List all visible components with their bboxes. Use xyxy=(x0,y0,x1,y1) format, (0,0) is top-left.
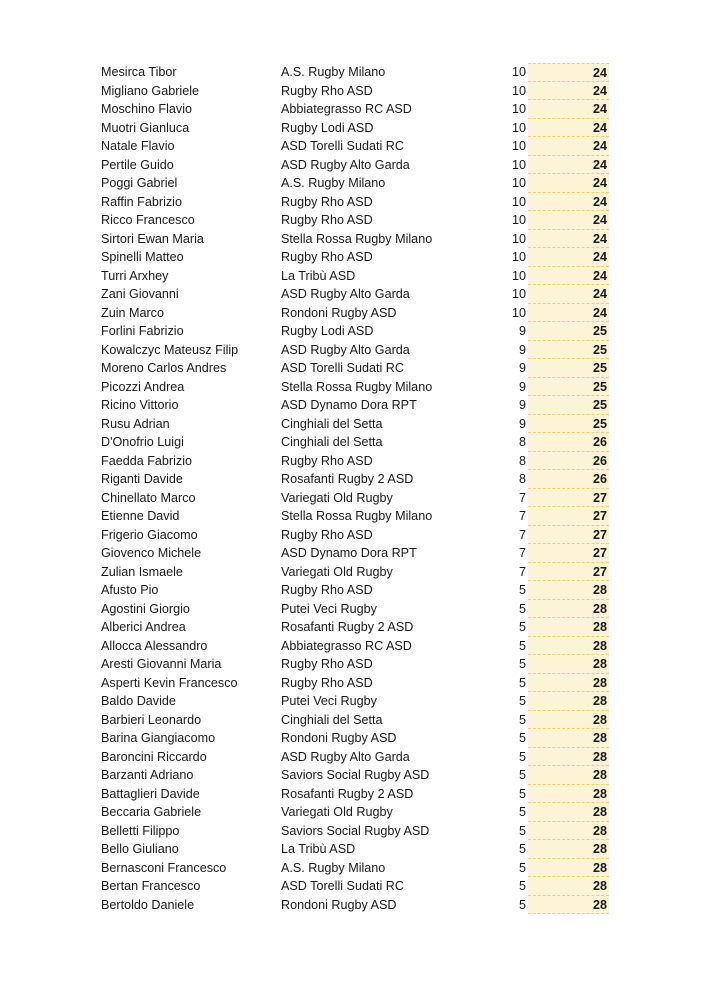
rank-cell: 24 xyxy=(528,82,609,101)
player-name-cell: Bertan Francesco xyxy=(101,879,201,893)
rank-cell: 28 xyxy=(528,674,609,693)
points-cell: 7 xyxy=(518,509,526,523)
team-name-cell: ASD Rugby Alto Garda xyxy=(281,157,410,172)
table-row xyxy=(0,378,706,397)
team-name-cell: Rugby Lodi ASD xyxy=(281,324,374,338)
team-name-cell: Abbiategrasso RC ASD xyxy=(281,638,412,653)
player-name-cell: Rusu Adrian xyxy=(101,416,170,431)
rank-cell: 24 xyxy=(528,137,609,156)
points-cell: 10 xyxy=(511,231,526,246)
rank-cell: 27 xyxy=(528,507,609,526)
player-name-cell: Moreno Carlos Andres xyxy=(101,361,227,375)
table-row xyxy=(0,877,706,896)
player-name-cell: Barbieri Leonardo xyxy=(101,712,202,727)
table-row xyxy=(0,267,706,286)
team-name-cell: Putei Veci Rugby xyxy=(281,694,377,708)
player-name-cell: Bertoldo Daniele xyxy=(101,897,195,912)
player-name-cell: Forlini Fabrizio xyxy=(101,324,184,338)
points-cell: 5 xyxy=(518,583,526,597)
player-name-cell: Ricco Francesco xyxy=(101,213,195,227)
rank-cell: 24 xyxy=(528,285,609,304)
player-name-cell: Poggi Gabriel xyxy=(101,176,178,190)
points-cell: 5 xyxy=(518,657,526,671)
team-name-cell: Rosafanti Rugby 2 ASD xyxy=(281,620,414,634)
rank-cell: 28 xyxy=(528,896,609,915)
points-cell: 10 xyxy=(511,194,526,209)
table-row xyxy=(0,637,706,656)
player-name-cell: Bernasconi Francesco xyxy=(101,860,227,875)
rank-cell: 24 xyxy=(528,230,609,249)
table-row xyxy=(0,137,706,156)
table-row xyxy=(0,489,706,508)
rank-cell: 25 xyxy=(528,415,609,434)
table-row xyxy=(0,82,706,101)
rank-cell: 28 xyxy=(528,840,609,859)
points-cell: 5 xyxy=(518,731,526,745)
team-name-cell: A.S. Rugby Milano xyxy=(281,176,386,190)
rank-cell: 24 xyxy=(528,119,609,138)
player-name-cell: Chinellato Marco xyxy=(101,490,196,505)
points-cell: 5 xyxy=(518,768,526,782)
player-name-cell: Battaglieri Davide xyxy=(101,786,200,801)
team-name-cell: Stella Rossa Rugby Milano xyxy=(281,231,433,246)
points-cell: 5 xyxy=(518,601,526,616)
rank-cell: 24 xyxy=(528,248,609,267)
table-row xyxy=(0,729,706,748)
team-name-cell: Variegati Old Rugby xyxy=(281,805,393,819)
rank-cell: 26 xyxy=(528,452,609,471)
points-cell: 7 xyxy=(518,527,526,542)
rank-cell: 28 xyxy=(528,877,609,896)
player-name-cell: Mesirca Tibor xyxy=(101,65,177,79)
table-row xyxy=(0,100,706,119)
team-name-cell: Putei Veci Rugby xyxy=(281,601,377,616)
points-cell: 10 xyxy=(511,213,526,227)
points-cell: 10 xyxy=(511,287,526,301)
points-cell: 5 xyxy=(518,860,526,875)
rank-cell: 25 xyxy=(528,378,609,397)
player-name-cell: Giovenco Michele xyxy=(101,546,202,560)
team-name-cell: ASD Torelli Sudati RC xyxy=(281,139,404,153)
table-row xyxy=(0,526,706,545)
table-row xyxy=(0,415,706,434)
table-row xyxy=(0,63,706,82)
team-name-cell: Rugby Rho ASD xyxy=(281,453,373,468)
points-cell: 9 xyxy=(518,416,526,431)
team-name-cell: Cinghiali del Setta xyxy=(281,435,383,449)
points-cell: 9 xyxy=(518,342,526,357)
team-name-cell: Rondoni Rugby ASD xyxy=(281,897,397,912)
points-cell: 7 xyxy=(518,564,526,579)
team-name-cell: Stella Rossa Rugby Milano xyxy=(281,379,433,394)
player-name-cell: Asperti Kevin Francesco xyxy=(101,675,238,690)
player-name-cell: Pertile Guido xyxy=(101,157,174,172)
rank-cell: 28 xyxy=(528,600,609,619)
points-cell: 10 xyxy=(511,305,526,320)
team-name-cell: Saviors Social Rugby ASD xyxy=(281,768,430,782)
team-name-cell: ASD Rugby Alto Garda xyxy=(281,749,410,764)
table-row xyxy=(0,193,706,212)
player-name-cell: Barzanti Adriano xyxy=(101,768,194,782)
rank-cell: 28 xyxy=(528,711,609,730)
points-cell: 5 xyxy=(518,712,526,727)
rank-cell: 26 xyxy=(528,470,609,489)
team-name-cell: Rugby Rho ASD xyxy=(281,583,373,597)
team-name-cell: Rosafanti Rugby 2 ASD xyxy=(281,472,414,486)
points-cell: 5 xyxy=(518,675,526,690)
table-row xyxy=(0,674,706,693)
player-name-cell: Natale Flavio xyxy=(101,139,175,153)
player-name-cell: Allocca Alessandro xyxy=(101,638,208,653)
rank-cell: 25 xyxy=(528,359,609,378)
rank-cell: 24 xyxy=(528,174,609,193)
player-name-cell: Agostini Giorgio xyxy=(101,601,190,616)
points-cell: 5 xyxy=(518,620,526,634)
table-row xyxy=(0,470,706,489)
player-name-cell: Frigerio Giacomo xyxy=(101,527,198,542)
team-name-cell: Stella Rossa Rugby Milano xyxy=(281,509,433,523)
rank-cell: 27 xyxy=(528,489,609,508)
points-cell: 10 xyxy=(511,139,526,153)
rank-cell: 28 xyxy=(528,637,609,656)
rank-cell: 28 xyxy=(528,785,609,804)
team-name-cell: Rondoni Rugby ASD xyxy=(281,731,397,745)
table-row xyxy=(0,544,706,563)
team-name-cell: La Tribù ASD xyxy=(281,842,356,856)
player-name-cell: Afusto Pio xyxy=(101,583,159,597)
player-name-cell: Raffin Fabrizio xyxy=(101,194,182,209)
team-name-cell: Rugby Rho ASD xyxy=(281,675,373,690)
team-name-cell: La Tribù ASD xyxy=(281,268,356,283)
rank-cell: 24 xyxy=(528,211,609,230)
rank-cell: 24 xyxy=(528,267,609,286)
player-name-cell: Baldo Davide xyxy=(101,694,176,708)
table-row xyxy=(0,840,706,859)
points-cell: 10 xyxy=(511,102,526,116)
team-name-cell: Rugby Rho ASD xyxy=(281,213,373,227)
points-cell: 5 xyxy=(518,638,526,653)
team-name-cell: Rugby Rho ASD xyxy=(281,657,373,671)
team-name-cell: Rugby Rho ASD xyxy=(281,250,373,264)
team-name-cell: A.S. Rugby Milano xyxy=(281,65,386,79)
player-name-cell: Riganti Davide xyxy=(101,472,183,486)
table-row xyxy=(0,248,706,267)
rank-cell: 25 xyxy=(528,341,609,360)
player-name-cell: Sirtori Ewan Maria xyxy=(101,231,204,246)
team-name-cell: ASD Torelli Sudati RC xyxy=(281,361,404,375)
team-name-cell: Abbiategrasso RC ASD xyxy=(281,102,412,116)
table-row xyxy=(0,304,706,323)
table-row xyxy=(0,507,706,526)
points-cell: 9 xyxy=(518,324,526,338)
table-row xyxy=(0,341,706,360)
table-row xyxy=(0,174,706,193)
team-name-cell: Cinghiali del Setta xyxy=(281,712,383,727)
table-row xyxy=(0,692,706,711)
rank-cell: 24 xyxy=(528,156,609,175)
rank-cell: 24 xyxy=(528,63,609,82)
table-row xyxy=(0,766,706,785)
points-cell: 10 xyxy=(511,157,526,172)
table-row xyxy=(0,822,706,841)
player-name-cell: Aresti Giovanni Maria xyxy=(101,657,222,671)
rank-cell: 27 xyxy=(528,563,609,582)
player-name-cell: Barina Giangiacomo xyxy=(101,731,216,745)
points-cell: 8 xyxy=(518,435,526,449)
rank-cell: 28 xyxy=(528,859,609,878)
points-cell: 5 xyxy=(518,749,526,764)
table-row xyxy=(0,322,706,341)
rank-cell: 28 xyxy=(528,766,609,785)
rank-cell: 28 xyxy=(528,692,609,711)
table-row xyxy=(0,785,706,804)
player-name-cell: Spinelli Matteo xyxy=(101,250,184,264)
points-cell: 10 xyxy=(511,83,526,98)
player-name-cell: Bello Giuliano xyxy=(101,842,179,856)
rank-cell: 27 xyxy=(528,544,609,563)
rank-cell: 27 xyxy=(528,526,609,545)
points-cell: 7 xyxy=(518,490,526,505)
table-row xyxy=(0,156,706,175)
player-name-cell: Faedda Fabrizio xyxy=(101,453,193,468)
table-row xyxy=(0,119,706,138)
points-cell: 9 xyxy=(518,361,526,375)
points-cell: 10 xyxy=(511,176,526,190)
table-row xyxy=(0,563,706,582)
table-row xyxy=(0,600,706,619)
rank-cell: 28 xyxy=(528,729,609,748)
points-cell: 10 xyxy=(511,65,526,79)
points-cell: 5 xyxy=(518,694,526,708)
points-cell: 7 xyxy=(518,546,526,560)
table-row xyxy=(0,285,706,304)
table-row xyxy=(0,748,706,767)
team-name-cell: Rugby Rho ASD xyxy=(281,527,373,542)
rank-cell: 28 xyxy=(528,655,609,674)
rank-cell: 25 xyxy=(528,322,609,341)
player-name-cell: Migliano Gabriele xyxy=(101,83,200,98)
rank-cell: 24 xyxy=(528,193,609,212)
team-name-cell: ASD Rugby Alto Garda xyxy=(281,287,410,301)
player-name-cell: Muotri Gianluca xyxy=(101,120,190,135)
team-name-cell: ASD Torelli Sudati RC xyxy=(281,879,404,893)
points-cell: 10 xyxy=(511,268,526,283)
team-name-cell: Rondoni Rugby ASD xyxy=(281,305,397,320)
player-name-cell: Belletti Filippo xyxy=(101,823,180,838)
player-name-cell: Alberici Andrea xyxy=(101,620,186,634)
team-name-cell: Variegati Old Rugby xyxy=(281,490,393,505)
team-name-cell: ASD Dynamo Dora RPT xyxy=(281,546,417,560)
team-name-cell: Rugby Lodi ASD xyxy=(281,120,374,135)
team-name-cell: Variegati Old Rugby xyxy=(281,564,393,579)
player-name-cell: D'Onofrio Luigi xyxy=(101,435,184,449)
player-name-cell: Turri Arxhey xyxy=(101,268,169,283)
points-cell: 5 xyxy=(518,897,526,912)
rank-cell: 28 xyxy=(528,822,609,841)
player-name-cell: Moschino Flavio xyxy=(101,102,192,116)
player-name-cell: Ricino Vittorio xyxy=(101,398,179,412)
rank-cell: 28 xyxy=(528,748,609,767)
team-name-cell: A.S. Rugby Milano xyxy=(281,860,386,875)
points-cell: 9 xyxy=(518,379,526,394)
team-name-cell: Rosafanti Rugby 2 ASD xyxy=(281,786,414,801)
table-row xyxy=(0,803,706,822)
rank-cell: 26 xyxy=(528,433,609,452)
points-cell: 5 xyxy=(518,786,526,801)
team-name-cell: Rugby Rho ASD xyxy=(281,194,373,209)
points-cell: 5 xyxy=(518,842,526,856)
rank-cell: 25 xyxy=(528,396,609,415)
points-cell: 5 xyxy=(518,823,526,838)
table-row xyxy=(0,359,706,378)
table-row xyxy=(0,618,706,637)
points-cell: 5 xyxy=(518,879,526,893)
team-name-cell: Saviors Social Rugby ASD xyxy=(281,823,430,838)
points-cell: 8 xyxy=(518,472,526,486)
team-name-cell: Cinghiali del Setta xyxy=(281,416,383,431)
team-name-cell: ASD Dynamo Dora RPT xyxy=(281,398,417,412)
table-row xyxy=(0,396,706,415)
player-name-cell: Beccaria Gabriele xyxy=(101,805,202,819)
standings-table xyxy=(0,63,706,914)
table-row xyxy=(0,711,706,730)
table-row xyxy=(0,655,706,674)
table-row xyxy=(0,859,706,878)
rank-cell: 24 xyxy=(528,304,609,323)
table-row xyxy=(0,433,706,452)
player-name-cell: Kowalczyc Mateusz Filip xyxy=(101,342,239,357)
table-row xyxy=(0,896,706,915)
rank-cell: 28 xyxy=(528,581,609,600)
player-name-cell: Zani Giovanni xyxy=(101,287,179,301)
rank-cell: 28 xyxy=(528,803,609,822)
points-cell: 8 xyxy=(518,453,526,468)
rank-cell: 28 xyxy=(528,618,609,637)
rank-cell: 24 xyxy=(528,100,609,119)
table-row xyxy=(0,230,706,249)
points-cell: 9 xyxy=(518,398,526,412)
table-row xyxy=(0,452,706,471)
points-cell: 5 xyxy=(518,805,526,819)
points-cell: 10 xyxy=(511,250,526,264)
team-name-cell: ASD Rugby Alto Garda xyxy=(281,342,410,357)
player-name-cell: Zulian Ismaele xyxy=(101,564,183,579)
player-name-cell: Picozzi Andrea xyxy=(101,379,185,394)
player-name-cell: Etienne David xyxy=(101,509,180,523)
table-row xyxy=(0,581,706,600)
points-cell: 10 xyxy=(511,120,526,135)
table-row xyxy=(0,211,706,230)
player-name-cell: Baroncini Riccardo xyxy=(101,749,207,764)
player-name-cell: Zuin Marco xyxy=(101,305,164,320)
team-name-cell: Rugby Rho ASD xyxy=(281,83,373,98)
